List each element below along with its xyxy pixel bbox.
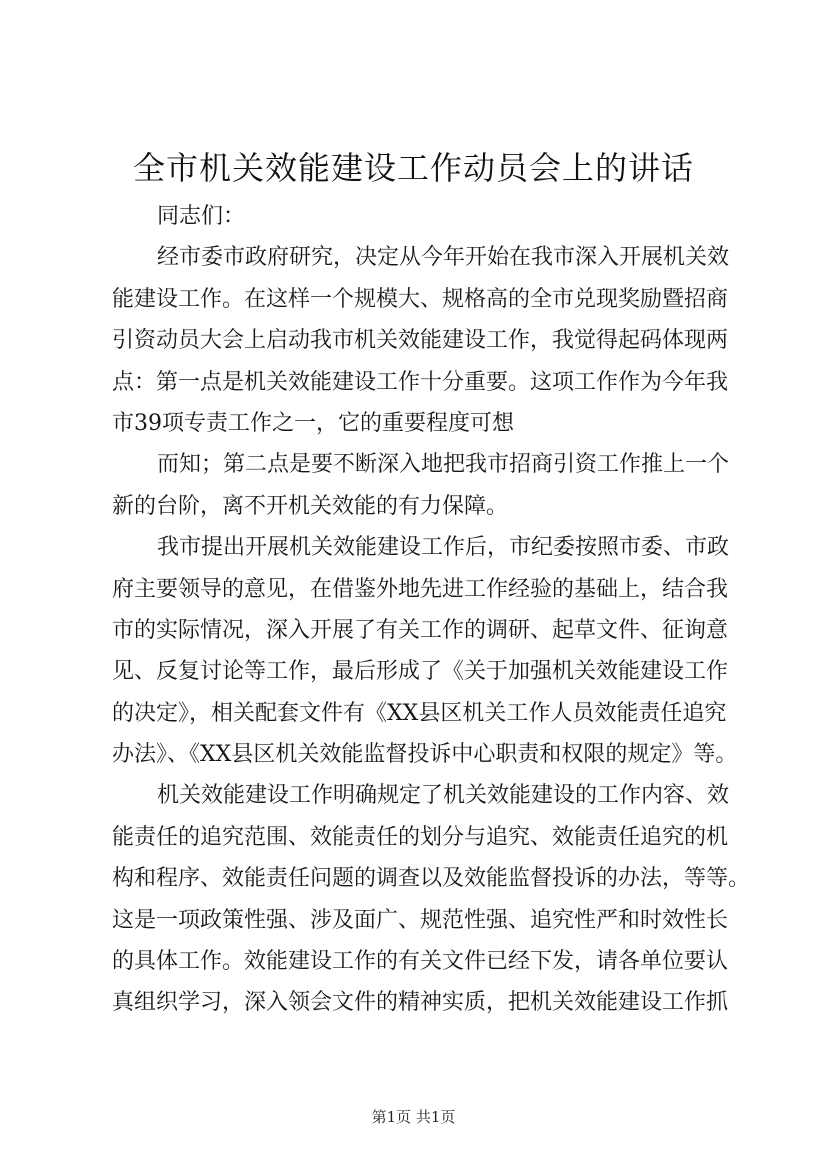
text-line: 府主要领导的意见，在借鉴外地先进工作经验的基础上，结合我: [112, 576, 729, 602]
page-footer: 第1页 共1页: [371, 1108, 456, 1126]
text-line: 办法》、《XX县区机关效能监督投诉中心职责和权限的规定》等。: [112, 742, 738, 768]
text-line: 经市委市政府研究，决定从今年开始在我市深入开展机关效: [157, 245, 730, 271]
text-line: 点：第一点是机关效能建设工作十分重要。这项工作作为今年我: [112, 369, 729, 395]
text-line: 构和程序、效能责任问题的调查以及效能监督投诉的办法，等等。: [112, 866, 751, 892]
document-title: 全市机关效能建设工作动员会上的讲话: [132, 149, 694, 187]
text-line: 市的实际情况，深入开展了有关工作的调研、起草文件、征询意: [112, 617, 729, 643]
text-line: 的具体工作。效能建设工作的有关文件已经下发，请各单位要认: [112, 949, 729, 975]
text-line: 机关效能建设工作明确规定了机关效能建设的工作内容、效: [157, 783, 730, 809]
text-line: 这是一项政策性强、涉及面广、规范性强、追究性严和时效性长: [112, 907, 729, 933]
text-line: 的决定》，相关配套文件有《XX县区机关工作人员效能责任追究: [112, 700, 727, 726]
text-line: 我市提出开展机关效能建设工作后，市纪委按照市委、市政: [157, 535, 730, 561]
text-line: 能责任的追究范围、效能责任的划分与追究、效能责任追究的机: [112, 824, 729, 850]
text-line: 能建设工作。在这样一个规模大、规格高的全市兑现奖励暨招商: [112, 286, 729, 312]
text-line: 真组织学习，深入领会文件的精神实质，把机关效能建设工作抓: [112, 990, 729, 1016]
text-line: 市39项专责工作之一，它的重要程度可想: [112, 410, 514, 436]
document-body: [112, 196, 802, 1024]
text-line: 而知；第二点是要不断深入地把我市招商引资工作推上一个: [157, 452, 730, 478]
text-line: 同志们：: [157, 204, 246, 229]
text-line: 引资动员大会上启动我市机关效能建设工作，我觉得起码体现两: [112, 328, 729, 354]
text-line: 见、反复讨论等工作，最后形成了《关于加强机关效能建设工作: [112, 659, 729, 685]
text-line: 新的台阶，离不开机关效能的有力保障。: [112, 493, 509, 519]
